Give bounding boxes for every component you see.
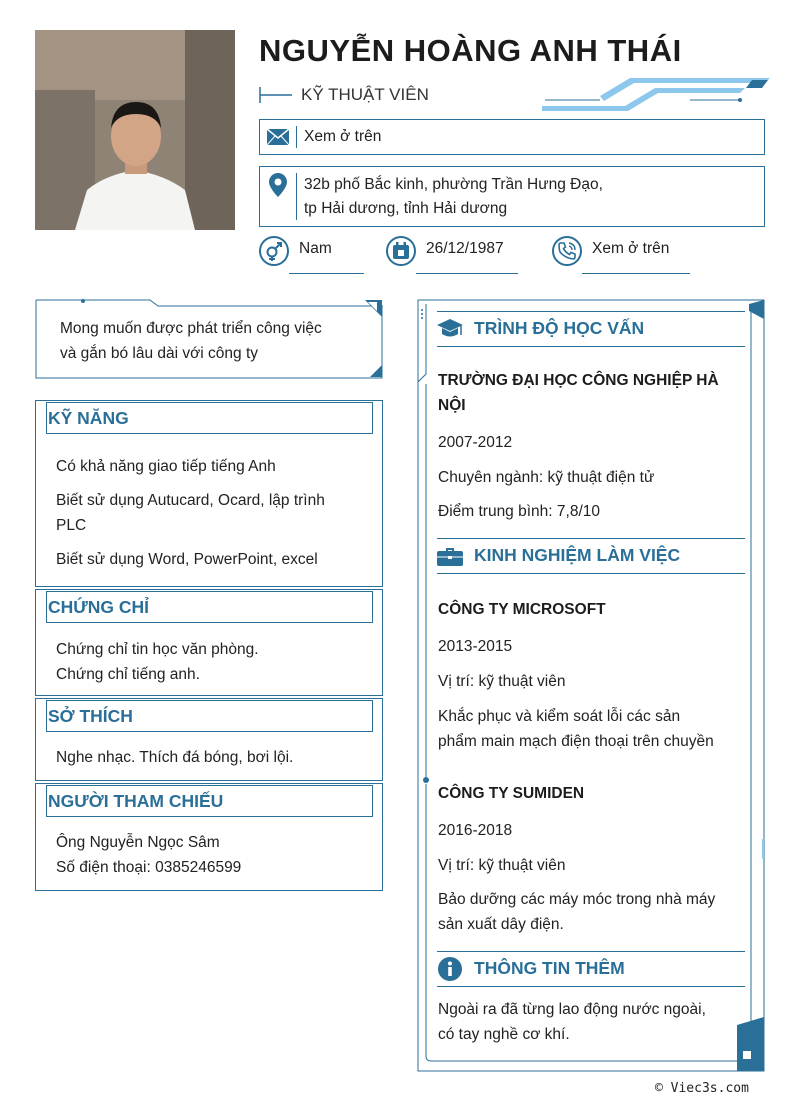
graduation-cap-icon (437, 317, 463, 341)
education-header (437, 311, 745, 347)
certificate-item: Chứng chỉ tiếng anh. (56, 666, 200, 683)
experience-heading: KINH NGHIỆM LÀM VIỆC (474, 545, 681, 565)
certificates-heading: CHỨNG CHỈ (48, 597, 150, 617)
circuit-decoration (540, 76, 770, 112)
phone-text: Xem ở trên (592, 240, 670, 257)
map-pin-icon (260, 167, 296, 226)
skill-item: Biết sử dụng Autucard, Ocard, lập trình (56, 492, 325, 509)
birthday-text: 26/12/1987 (426, 240, 504, 257)
birthday-item (386, 236, 518, 276)
certificates-section (35, 589, 383, 696)
job-description-line-2: sản xuất dây điện. (438, 916, 564, 933)
copyright-footer: © Viec3s.com (655, 1081, 749, 1096)
skill-item: PLC (56, 517, 87, 534)
profile-photo (35, 30, 235, 230)
additional-info-header (437, 951, 745, 987)
objective-line-2: và gắn bó lâu dài với công ty (60, 345, 259, 362)
gender-text: Nam (299, 240, 332, 257)
certificate-item: Chứng chỉ tin học văn phòng. (56, 641, 259, 658)
education-gpa: Điểm trung bình: 7,8/10 (438, 503, 600, 520)
phone-icon (552, 236, 582, 266)
hobbies-section (35, 698, 383, 781)
references-section (35, 783, 383, 891)
experience-header (437, 538, 745, 574)
info-icon (437, 957, 463, 981)
education-period: 2007-2012 (438, 434, 513, 451)
education-heading: TRÌNH ĐỘ HỌC VẤN (474, 318, 645, 338)
job-description-line-2: phẩm main mạch điện thoại trên chuyền (438, 733, 714, 750)
briefcase-icon (437, 544, 463, 568)
email-field (259, 119, 765, 155)
references-heading: NGƯỜI THAM CHIẾU (48, 791, 224, 811)
education-major: Chuyên ngành: kỹ thuật điện tử (438, 469, 655, 486)
skill-item: Có khả năng giao tiếp tiếng Anh (56, 458, 276, 475)
job-description-line-1: Khắc phục và kiểm soát lỗi các sản (438, 708, 681, 725)
job-position: Vị trí: kỹ thuật viên (438, 857, 566, 874)
address-line-2: tp Hải dương, tỉnh Hải dương (304, 200, 508, 217)
job-position: Vị trí: kỹ thuật viên (438, 673, 566, 690)
reference-phone: Số điện thoại: 0385246599 (56, 859, 242, 876)
hobbies-text: Nghe nhạc. Thích đá bóng, bơi lội. (56, 749, 294, 766)
email-text: Xem ở trên (304, 128, 382, 145)
reference-name: Ông Nguyễn Ngọc Sâm (56, 834, 220, 851)
job-period: 2016-2018 (438, 822, 513, 839)
address-line-1: 32b phố Bắc kinh, phường Trần Hưng Đạo, (304, 176, 603, 193)
skills-section (35, 400, 383, 587)
additional-info-heading: THÔNG TIN THÊM (474, 958, 625, 978)
objective-box (35, 299, 383, 379)
company-name: CÔNG TY SUMIDEN (438, 785, 585, 802)
additional-info-line-1: Ngoài ra đã từng lao động nước ngoài, (438, 1001, 706, 1018)
job-period: 2013-2015 (438, 638, 513, 655)
company-name: CÔNG TY MICROSOFT (438, 601, 606, 618)
school-name-line-1: TRƯỜNG ĐẠI HỌC CÔNG NGHIỆP HÀ (438, 372, 719, 389)
gender-icon (259, 236, 289, 266)
gender-item (259, 236, 364, 276)
skills-heading: KỸ NĂNG (48, 408, 129, 428)
job-description-line-1: Bảo dưỡng các máy móc trong nhà máy (438, 891, 716, 908)
envelope-icon (260, 120, 296, 154)
additional-info-line-2: có tay nghề cơ khí. (438, 1026, 570, 1043)
school-name-line-2: NỘI (438, 397, 466, 414)
calendar-icon (386, 236, 416, 266)
objective-line-1: Mong muốn được phát triển công việc (60, 320, 322, 337)
candidate-name: NGUYỄN HOÀNG ANH THÁI (259, 33, 682, 68)
phone-item (552, 236, 692, 276)
hobbies-heading: SỞ THÍCH (48, 706, 133, 726)
address-field (259, 166, 765, 227)
job-title: KỸ THUẬT VIÊN (301, 85, 429, 104)
skill-item: Biết sử dụng Word, PowerPoint, excel (56, 551, 318, 568)
title-line-decoration (259, 85, 293, 105)
